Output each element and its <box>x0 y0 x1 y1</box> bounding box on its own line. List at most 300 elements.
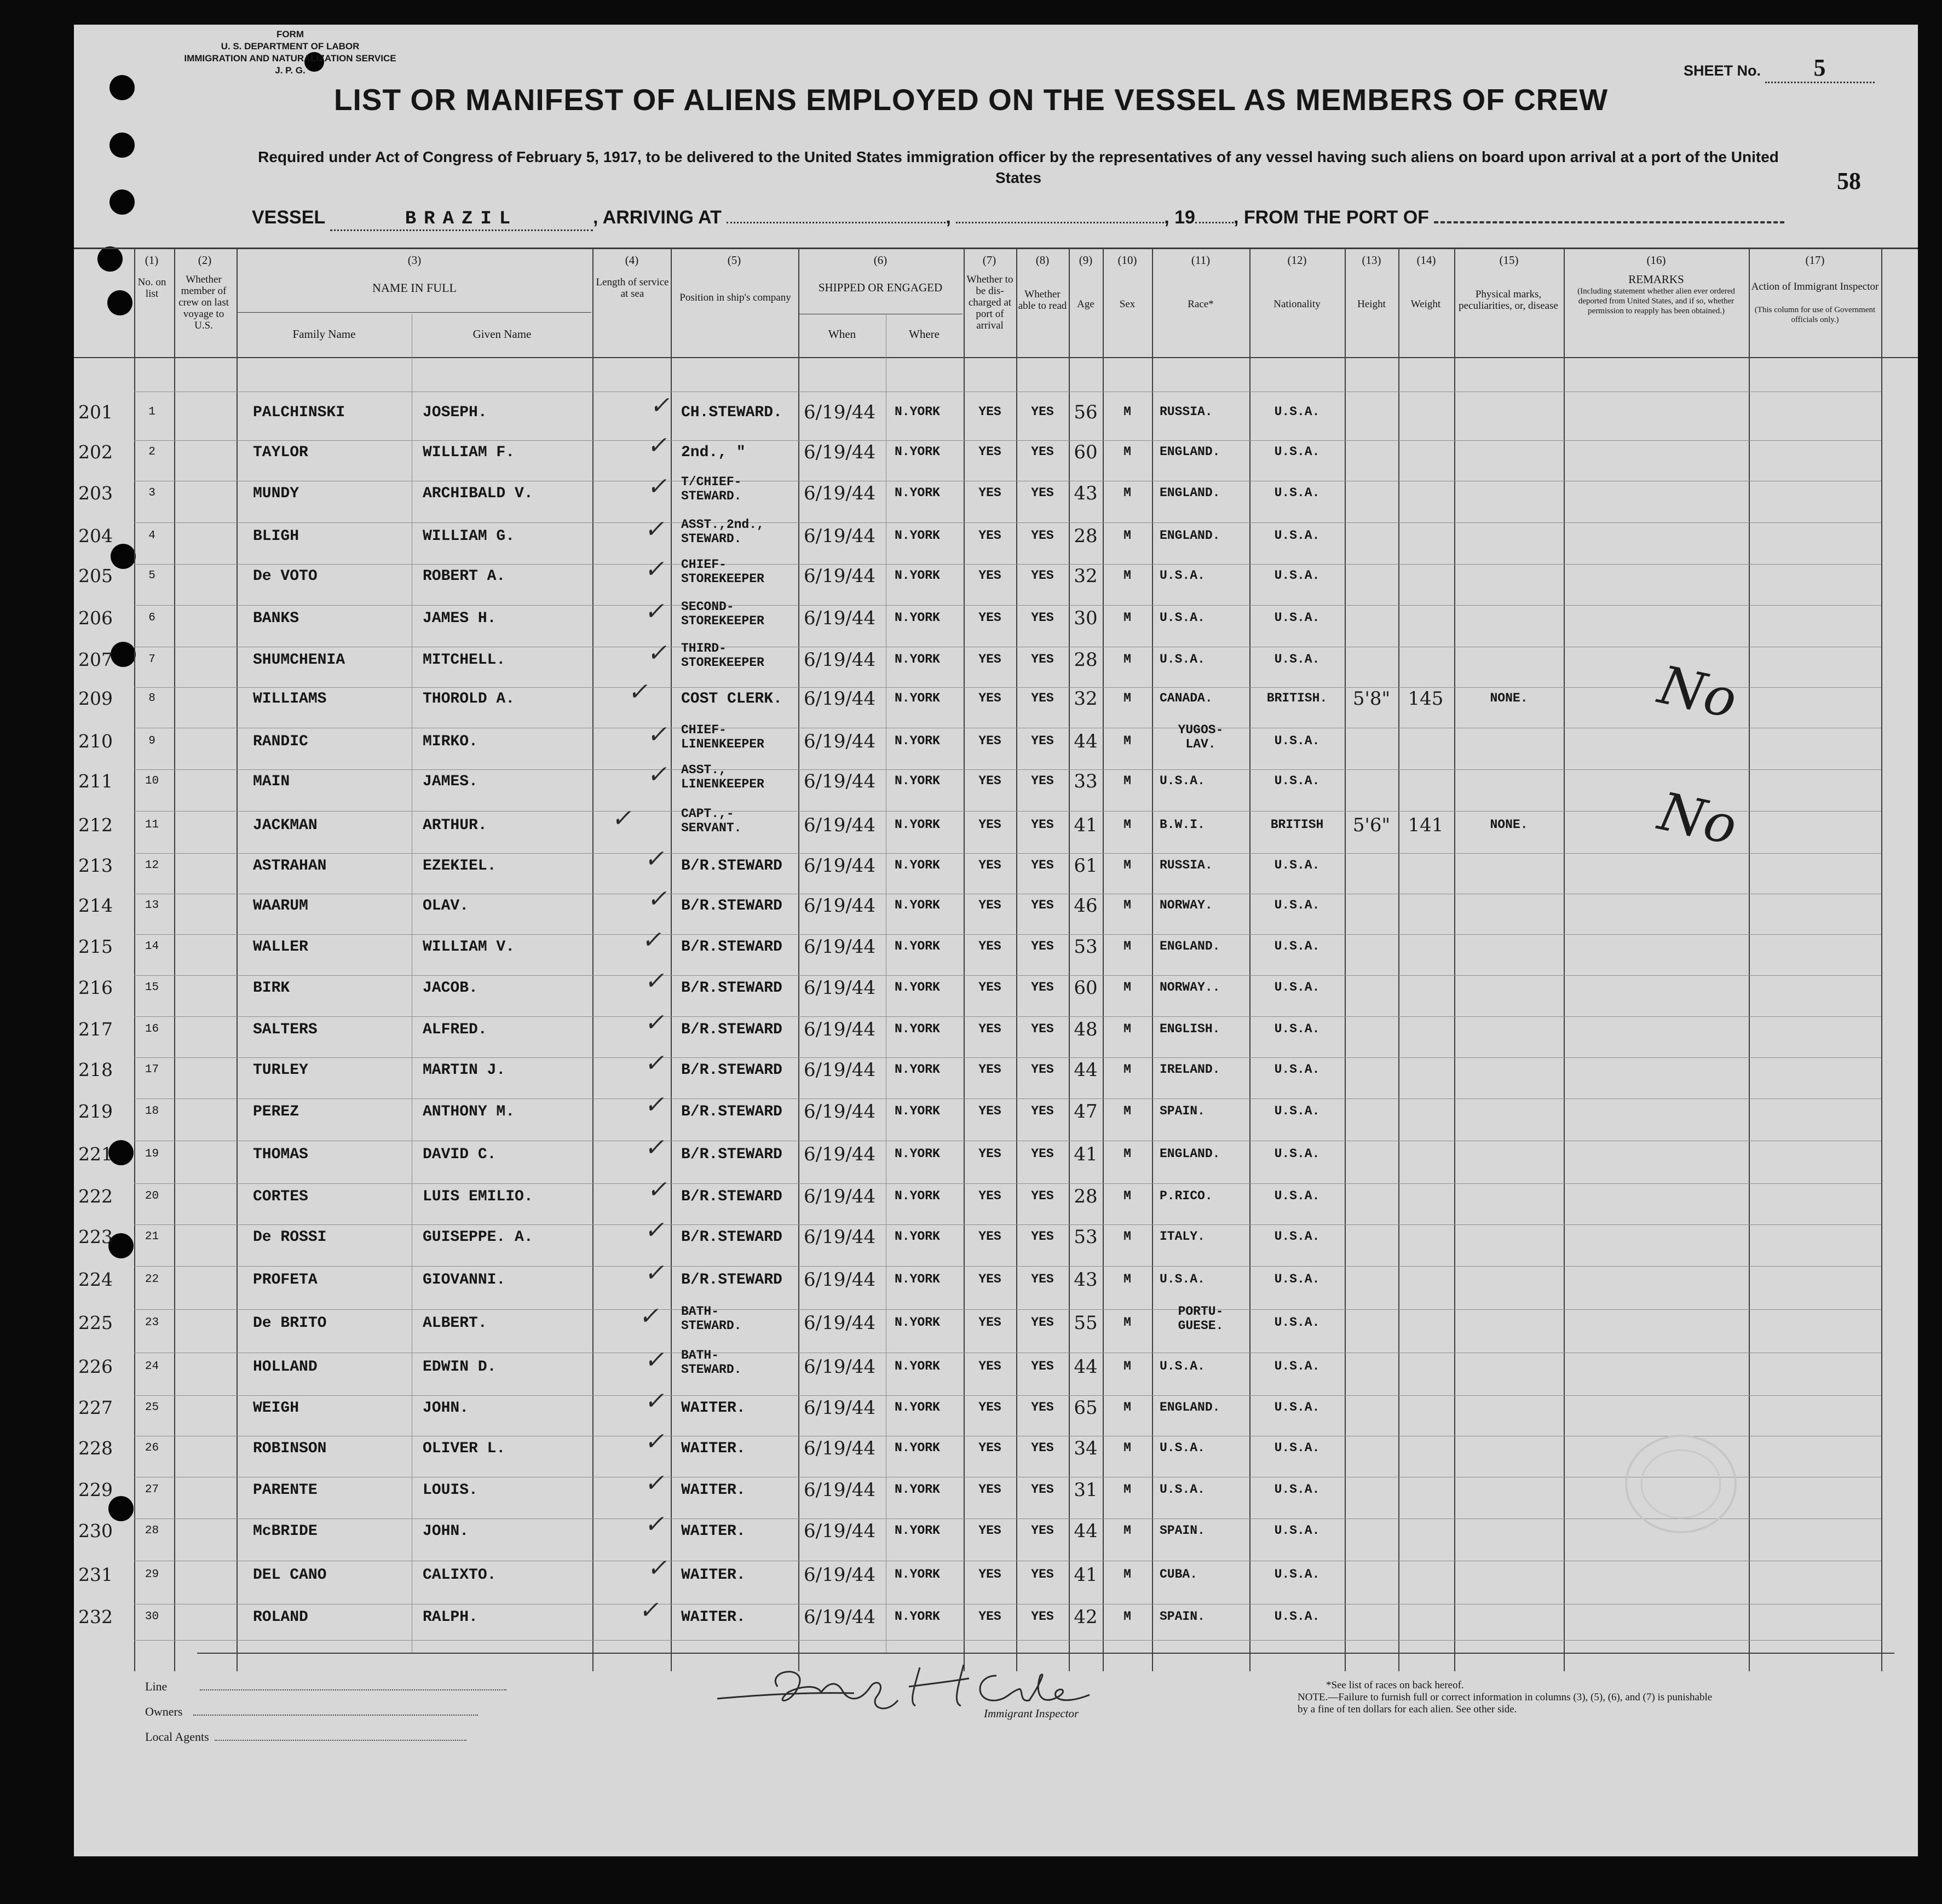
able-to-read-value: YES <box>1031 1315 1054 1330</box>
nationality: U.S.A. <box>1274 1482 1320 1497</box>
weight: 141 <box>1408 814 1444 836</box>
position-line-2: STEWARD. <box>681 489 742 503</box>
row-list-number: 30 <box>145 1610 159 1623</box>
able-to-read-value: YES <box>1031 858 1054 872</box>
sex: M <box>1123 611 1131 625</box>
sex: M <box>1123 858 1131 872</box>
position: B/R.STEWARD <box>681 1103 782 1120</box>
column-number: (4) <box>625 254 639 267</box>
row-rule <box>134 440 1881 441</box>
race: U.S.A. <box>1160 1272 1205 1286</box>
row-rule <box>134 1224 1881 1225</box>
age: 53 <box>1074 1226 1098 1248</box>
sex: M <box>1123 1229 1131 1244</box>
position: B/R.STEWARD <box>681 1229 782 1246</box>
shipped-date: 6/19/44 <box>804 401 876 423</box>
from-port-blank <box>1434 221 1784 223</box>
given-name: MARTIN J. <box>423 1062 506 1079</box>
sex: M <box>1123 1441 1131 1455</box>
legal-requirement: Required under Act of Congress of February 5, 1917, to be delivered to the United States immigration officer by the representatives of any vessel having such aliens on board upon arrival at a port of the United States <box>258 148 1779 186</box>
sheet-label: SHEET No. <box>1684 62 1761 79</box>
age: 28 <box>1074 525 1098 547</box>
row-rule <box>134 853 1881 854</box>
margin-entry-number: 214 <box>78 895 113 916</box>
sheet-number-field <box>1684 54 1875 83</box>
position: 2nd., " <box>681 444 746 461</box>
given-name: OLIVER L. <box>423 1440 506 1457</box>
header-physical-marks: Physical marks, peculiarities, or, disease <box>1459 289 1558 312</box>
row-list-number: 4 <box>148 530 155 542</box>
sex: M <box>1123 1062 1131 1077</box>
column-divider <box>1398 248 1399 1671</box>
shipped-port: N.YORK <box>895 1567 940 1581</box>
age: 60 <box>1074 441 1098 463</box>
family-name: SHUMCHENIA <box>253 652 345 669</box>
age: 61 <box>1074 855 1098 877</box>
service-checkmark-icon: ✓ <box>646 761 672 789</box>
position: COST CLERK. <box>681 691 782 707</box>
given-name: ALFRED. <box>423 1021 487 1038</box>
sex: M <box>1123 1315 1131 1330</box>
family-name: WEIGH <box>253 1400 299 1417</box>
discharged-value: YES <box>978 1022 1001 1036</box>
position: B/R.STEWARD <box>681 1062 782 1079</box>
able-to-read-value: YES <box>1031 1523 1054 1538</box>
race: U.S.A. <box>1160 568 1205 583</box>
row-list-number: 13 <box>145 899 159 912</box>
sex: M <box>1123 568 1131 583</box>
position: WAITER. <box>681 1400 746 1417</box>
arriving-port-blank <box>727 222 946 223</box>
column-number: (14) <box>1416 254 1436 267</box>
shipped-date: 6/19/44 <box>804 1437 876 1459</box>
position-line-2: STOREKEEPER <box>681 572 764 586</box>
race: NORWAY. <box>1160 898 1213 912</box>
shipped-port: N.YORK <box>895 1400 940 1414</box>
age: 55 <box>1074 1312 1098 1334</box>
faint-stamp <box>1621 1432 1741 1536</box>
column-number: (11) <box>1191 254 1211 267</box>
physical-marks: NONE. <box>1490 818 1528 832</box>
given-name: OLAV. <box>423 898 469 914</box>
row-rule <box>134 1098 1881 1099</box>
able-to-read-value: YES <box>1031 445 1054 459</box>
sex: M <box>1123 1104 1131 1118</box>
margin-entry-number: 224 <box>78 1269 113 1290</box>
given-name: THOROLD A. <box>423 691 515 707</box>
row-rule <box>134 769 1881 770</box>
nationality: U.S.A. <box>1274 939 1320 953</box>
margin-entry-number: 213 <box>78 855 113 876</box>
position: WAITER. <box>681 1482 746 1499</box>
punch-hole <box>110 189 135 215</box>
column-divider <box>237 248 238 1671</box>
nationality: U.S.A. <box>1274 1400 1320 1414</box>
age: 34 <box>1074 1437 1098 1459</box>
position: B/R.STEWARD <box>681 1021 782 1038</box>
able-to-read-value: YES <box>1031 1189 1054 1203</box>
margin-entry-number: 217 <box>78 1019 113 1040</box>
nationality: U.S.A. <box>1274 1189 1320 1203</box>
margin-entry-number: 206 <box>78 607 113 629</box>
race: ENGLAND. <box>1160 528 1220 543</box>
position-line-1: SECOND- <box>681 600 734 614</box>
shipped-port: N.YORK <box>895 445 940 459</box>
column-number: (1) <box>145 254 159 267</box>
row-list-number: 8 <box>148 692 155 705</box>
discharged-value: YES <box>978 405 1001 419</box>
header-race: Race* <box>1188 298 1214 310</box>
margin-entry-number: 232 <box>78 1606 113 1627</box>
nationality: U.S.A. <box>1274 1229 1320 1244</box>
service-checkmark-icon: ✓ <box>648 392 675 419</box>
margin-entry-number: 222 <box>78 1186 113 1207</box>
family-name: ASTRAHAN <box>253 858 327 875</box>
family-name: BIRK <box>253 980 290 997</box>
able-to-read-value: YES <box>1031 1482 1054 1497</box>
service-checkmark-icon: ✓ <box>643 1510 670 1538</box>
race: U.S.A. <box>1160 611 1205 625</box>
race-line-2: GUESE. <box>1178 1319 1224 1333</box>
family-name: HOLLAND <box>253 1359 318 1376</box>
shipped-port: N.YORK <box>895 1272 940 1286</box>
margin-entry-number: 202 <box>78 441 113 463</box>
header-weight: Weight <box>1410 298 1441 310</box>
shipped-port: N.YORK <box>895 858 940 872</box>
row-list-number: 9 <box>148 735 155 747</box>
age: 33 <box>1074 770 1098 792</box>
column-number: (15) <box>1499 254 1519 267</box>
vessel-label: VESSEL <box>252 207 325 228</box>
able-to-read-value: YES <box>1031 939 1054 953</box>
shipped-date: 6/19/44 <box>804 607 876 629</box>
age: 43 <box>1074 482 1098 504</box>
margin-entry-number: 227 <box>78 1397 113 1418</box>
column-number: (5) <box>727 254 741 267</box>
service-checkmark-icon: ✓ <box>643 1009 670 1037</box>
service-checkmark-icon: ✓ <box>637 1302 664 1330</box>
discharged-value: YES <box>978 1400 1001 1414</box>
service-checkmark-icon: ✓ <box>640 926 667 954</box>
header-length-of-service: Length of service at sea <box>596 277 669 300</box>
nationality: U.S.A. <box>1274 1022 1320 1036</box>
header-height: Height <box>1357 298 1386 310</box>
row-list-number: 3 <box>148 487 155 499</box>
nationality: U.S.A. <box>1274 774 1320 788</box>
position-line-1: ASST.,2nd., <box>681 517 764 532</box>
margin-entry-number: 215 <box>78 936 113 957</box>
column-number: (6) <box>873 254 888 267</box>
line-label: Line <box>145 1679 168 1693</box>
given-name: JOSEPH. <box>423 404 487 421</box>
column-number: (13) <box>1362 254 1381 267</box>
margin-entry-number: 216 <box>78 977 113 998</box>
shipped-port: N.YORK <box>895 611 940 625</box>
row-rule <box>134 1266 1881 1267</box>
row-list-number: 18 <box>145 1105 159 1118</box>
discharged-value: YES <box>978 652 1001 666</box>
given-name: ALBERT. <box>423 1315 487 1332</box>
discharged-value: YES <box>978 1272 1001 1286</box>
race: U.S.A. <box>1160 1441 1205 1455</box>
race: U.S.A. <box>1160 1359 1205 1373</box>
row-rule <box>134 1016 1881 1017</box>
row-rule <box>134 975 1881 976</box>
row-list-number: 28 <box>145 1525 159 1537</box>
shipped-date: 6/19/44 <box>804 1312 876 1334</box>
race: RUSSIA. <box>1160 858 1213 872</box>
discharged-value: YES <box>978 939 1001 953</box>
column-divider <box>1152 248 1153 1671</box>
age: 41 <box>1074 1564 1098 1586</box>
service-checkmark-icon: ✓ <box>643 1428 670 1456</box>
given-name: EDWIN D. <box>423 1359 497 1376</box>
nationality: BRITISH <box>1270 818 1324 832</box>
margin-entry-number: 219 <box>78 1101 113 1122</box>
age: 44 <box>1074 1356 1098 1378</box>
shipped-date: 6/19/44 <box>804 977 876 999</box>
service-checkmark-icon: ✓ <box>646 885 672 913</box>
shipped-date: 6/19/44 <box>804 814 876 836</box>
discharged-value: YES <box>978 898 1001 912</box>
position-line-1: BATH- <box>681 1348 719 1362</box>
service-checkmark-icon: ✓ <box>643 967 670 995</box>
able-to-read-value: YES <box>1031 1062 1054 1077</box>
sex: M <box>1123 652 1131 666</box>
age: 53 <box>1074 936 1098 958</box>
position: WAITER. <box>681 1440 746 1457</box>
family-name: PEREZ <box>253 1103 299 1120</box>
shipped-date: 6/19/44 <box>804 1226 876 1248</box>
column-number: (8) <box>1035 254 1050 267</box>
row-rule <box>134 1395 1881 1396</box>
row-list-number: 12 <box>145 859 159 872</box>
given-name: LUIS EMILIO. <box>423 1188 533 1205</box>
position-line-1: CHIEF- <box>681 723 727 737</box>
discharged-value: YES <box>978 1609 1001 1624</box>
position-line-1: ASST., <box>681 763 727 777</box>
given-name: MITCHELL. <box>423 652 506 669</box>
able-to-read-value: YES <box>1031 1022 1054 1036</box>
row-list-number: 24 <box>145 1360 159 1373</box>
column-divider <box>174 248 175 1671</box>
able-to-read-value: YES <box>1031 568 1054 583</box>
row-list-number: 26 <box>145 1442 159 1454</box>
header-able-to-read: Whether able to read <box>1018 289 1067 312</box>
nationality: U.S.A. <box>1274 980 1320 994</box>
row-rule <box>134 1309 1881 1310</box>
header-name-in-full: NAME IN FULL <box>372 281 457 295</box>
margin-entry-number: 225 <box>78 1312 113 1333</box>
shipped-port: N.YORK <box>895 405 940 419</box>
sex: M <box>1123 1523 1131 1538</box>
nationality: U.S.A. <box>1274 898 1320 912</box>
form-identification <box>164 28 416 77</box>
nationality: U.S.A. <box>1274 1315 1320 1330</box>
discharged-value: YES <box>978 774 1001 788</box>
position: B/R.STEWARD <box>681 898 782 914</box>
family-name: SALTERS <box>253 1021 318 1038</box>
margin-entry-number: 226 <box>78 1356 113 1377</box>
header-family-name: Family Name <box>292 327 356 341</box>
able-to-read-value: YES <box>1031 1441 1054 1455</box>
able-to-read-value: YES <box>1031 818 1054 832</box>
age: 44 <box>1074 1520 1098 1542</box>
given-name: ANTHONY M. <box>423 1103 515 1120</box>
age: 30 <box>1074 607 1098 629</box>
row-list-number: 27 <box>145 1483 159 1496</box>
row-rule <box>134 687 1881 688</box>
shipped-date: 6/19/44 <box>804 895 876 917</box>
age: 41 <box>1074 1143 1098 1165</box>
shipped-date: 6/19/44 <box>804 688 876 710</box>
race: B.W.I. <box>1160 818 1205 832</box>
sex: M <box>1123 1022 1131 1036</box>
row-list-number: 16 <box>145 1023 159 1036</box>
column-divider <box>1103 248 1104 1671</box>
header-inspector-action-note: (This column for use of Government officials only.) <box>1754 306 1876 324</box>
given-name: ROBERT A. <box>423 568 506 585</box>
form-code: J. P. G. <box>275 65 306 76</box>
shipped-date: 6/19/44 <box>804 1479 876 1501</box>
able-to-read-value: YES <box>1031 486 1054 500</box>
service-checkmark-icon: ✓ <box>643 1469 670 1497</box>
form-label: FORM <box>276 29 304 39</box>
nationality: U.S.A. <box>1274 1441 1320 1455</box>
discharged-value: YES <box>978 528 1001 543</box>
header-position: Position in ship's company <box>679 292 791 303</box>
discharged-value: YES <box>978 1104 1001 1118</box>
margin-entry-number: 230 <box>78 1520 113 1541</box>
row-list-number: 20 <box>145 1190 159 1203</box>
row-rule <box>134 564 1881 565</box>
service-checkmark-icon: ✓ <box>610 804 637 832</box>
service-checkmark-icon: ✓ <box>646 721 672 749</box>
row-list-number: 2 <box>148 446 155 458</box>
age: 44 <box>1074 1059 1098 1081</box>
position-line-2: SERVANT. <box>681 821 742 835</box>
shipped-port: N.YORK <box>895 898 940 912</box>
position: B/R.STEWARD <box>681 1146 782 1163</box>
shipped-port: N.YORK <box>895 774 940 788</box>
sheet-number: 5 <box>1765 54 1875 83</box>
sex: M <box>1123 1359 1131 1373</box>
position: B/R.STEWARD <box>681 858 782 875</box>
row-rule <box>134 811 1881 812</box>
age: 31 <box>1074 1479 1098 1501</box>
race: P.RICO. <box>1160 1189 1213 1203</box>
service-checkmark-icon: ✓ <box>646 473 672 501</box>
row-list-number: 29 <box>145 1568 159 1581</box>
race: CUBA. <box>1160 1567 1198 1581</box>
row-list-number: 1 <box>148 406 155 418</box>
given-name: JAMES. <box>423 773 478 790</box>
race: ENGLAND. <box>1160 445 1220 459</box>
family-name: TURLEY <box>253 1062 308 1079</box>
height: 5'6" <box>1352 814 1391 836</box>
margin-entry-number: 231 <box>78 1564 113 1585</box>
owners-blank <box>193 1715 478 1716</box>
discharged-value: YES <box>978 1147 1001 1161</box>
nationality: U.S.A. <box>1274 405 1320 419</box>
shipped-port: N.YORK <box>895 1189 940 1203</box>
service-checkmark-icon: ✓ <box>643 555 670 583</box>
sex: M <box>1123 898 1131 912</box>
punch-hole <box>111 642 136 667</box>
punch-hole <box>97 246 123 272</box>
sex: M <box>1123 691 1131 705</box>
nationality: BRITISH. <box>1266 691 1328 705</box>
given-name: EZEKIEL. <box>423 858 497 875</box>
discharged-value: YES <box>978 1567 1001 1581</box>
able-to-read-value: YES <box>1031 1147 1054 1161</box>
row-list-number: 14 <box>145 940 159 953</box>
able-to-read-value: YES <box>1031 405 1054 419</box>
margin-entry-number: 229 <box>78 1479 113 1500</box>
column-divider <box>134 248 135 1671</box>
able-to-read-value: YES <box>1031 528 1054 543</box>
inspector-label: Immigrant Inspector <box>984 1707 1079 1720</box>
shipped-port: N.YORK <box>895 652 940 666</box>
shipped-port: N.YORK <box>895 1315 940 1330</box>
race-line-2: LAV. <box>1185 737 1216 751</box>
row-rule <box>134 934 1881 935</box>
name-subheader-rule <box>237 312 591 313</box>
margin-entry-number: 209 <box>78 688 113 709</box>
service-checkmark-icon: ✓ <box>643 1049 670 1077</box>
nationality: U.S.A. <box>1274 1147 1320 1161</box>
shipped-port: N.YORK <box>895 980 940 994</box>
service-checkmark-icon: ✓ <box>643 845 670 873</box>
nationality: U.S.A. <box>1274 1104 1320 1118</box>
line-field <box>145 1679 506 1694</box>
header-no-on-list: No. on list <box>137 277 166 300</box>
position: WAITER. <box>681 1609 746 1626</box>
able-to-read-value: YES <box>1031 1567 1054 1581</box>
given-name: LOUIS. <box>423 1482 478 1499</box>
column-divider <box>1345 248 1346 1671</box>
header-prior-voyage: Whether member of crew on last voyage to U.S. <box>178 274 229 331</box>
service-checkmark-icon: ✓ <box>626 678 653 706</box>
able-to-read-value: YES <box>1031 1104 1054 1118</box>
age: 42 <box>1074 1606 1098 1628</box>
position-line-2: LINENKEEPER <box>681 777 764 791</box>
position: B/R.STEWARD <box>681 980 782 997</box>
row-rule <box>134 1057 1881 1058</box>
column-number: (16) <box>1646 254 1666 267</box>
margin-entry-number: 207 <box>78 649 113 670</box>
nationality: U.S.A. <box>1274 858 1320 872</box>
race: U.S.A. <box>1160 774 1205 788</box>
table-top-rule <box>74 248 1918 249</box>
discharged-value: YES <box>978 1062 1001 1077</box>
race: CANADA. <box>1160 691 1213 705</box>
nationality: U.S.A. <box>1274 568 1320 583</box>
row-list-number: 6 <box>148 612 155 624</box>
height: 5'8" <box>1352 688 1391 710</box>
row-list-number: 19 <box>145 1148 159 1160</box>
family-name: BLIGH <box>253 528 299 545</box>
age: 28 <box>1074 649 1098 671</box>
shipped-date: 6/19/44 <box>804 1356 876 1378</box>
vessel-line: VESSEL BRAZIL , ARRIVING AT , , 19 , FROM THE PORT OF <box>252 207 1785 231</box>
given-name: GIOVANNI. <box>423 1272 506 1288</box>
position-line-2: STEWARD. <box>681 1319 742 1333</box>
row-list-number: 10 <box>145 775 159 787</box>
age: 44 <box>1074 730 1098 752</box>
discharged-value: YES <box>978 734 1001 748</box>
discharged-value: YES <box>978 1229 1001 1244</box>
